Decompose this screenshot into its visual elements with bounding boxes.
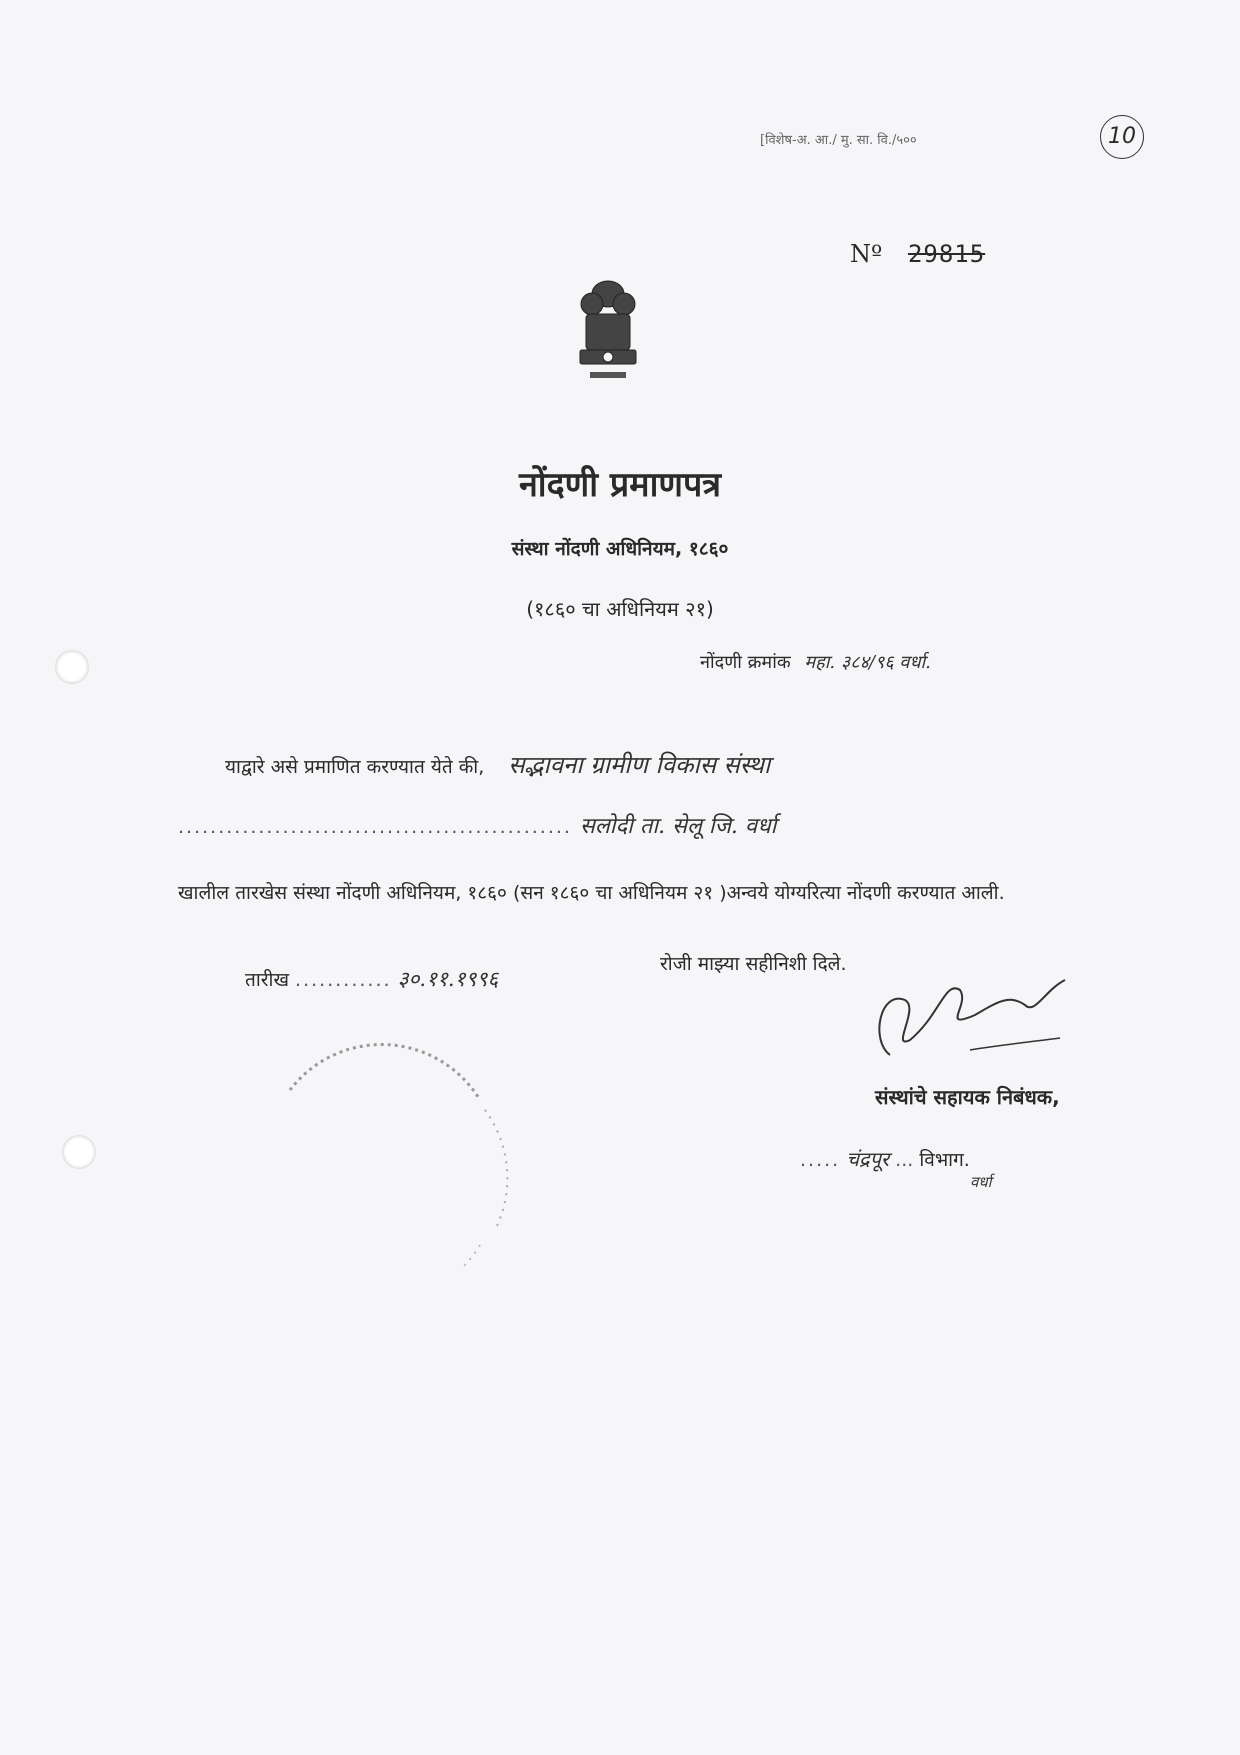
state-emblem-icon — [572, 276, 644, 386]
division-handwritten: चंद्रपूर — [846, 1147, 890, 1171]
punch-hole — [62, 1135, 96, 1169]
registration-label: नोंदणी क्रमांक — [700, 652, 791, 673]
certify-line — [225, 748, 770, 781]
date-value: ३०.११.१९९६ — [397, 967, 499, 991]
act-reference: (१८६० चा अधिनियम २१) — [526, 597, 714, 621]
reference-code: [विशेष-अ. आ./ मु. सा. वि./५०० — [760, 133, 917, 148]
signature-icon — [850, 960, 1080, 1070]
serial-number-block — [850, 240, 985, 268]
address-line — [178, 810, 776, 840]
division-label: विभाग. — [919, 1149, 970, 1171]
society-address: सलोदी ता. सेलू जि. वर्धा — [580, 814, 777, 839]
address-dots: ................................................. — [178, 816, 572, 838]
certificate-title: नोंदणी प्रमाणपत्र — [518, 465, 722, 505]
serial-prefix: Nº — [850, 240, 883, 268]
date-label: तारीख — [245, 969, 289, 991]
date-row — [245, 965, 498, 993]
society-name: सद्भावना ग्रामीण विकास संस्था — [508, 751, 771, 779]
division-dots: ..... — [800, 1149, 841, 1171]
serial-number: 29815 — [907, 240, 986, 268]
seal-stamp-icon — [250, 1030, 520, 1290]
page-number: 10 — [1100, 115, 1144, 159]
division-row — [800, 1145, 991, 1192]
division-dots: ... — [895, 1149, 914, 1171]
division-sub: वर्धा — [970, 1173, 992, 1191]
punch-hole — [55, 650, 89, 684]
certificate-body: खालील तारखेस संस्था नोंदणी अधिनियम, १८६० (सन १८६० चा अधिनियम २१ )अन्वये योग्यरित्या नोंदणी करण्यात आली. — [178, 882, 1005, 904]
given-text: रोजी माझ्या सहीनिशी दिले. — [660, 953, 847, 975]
registration-number: महा. ३८४/९६ वर्धा. — [804, 652, 931, 673]
registration-row — [700, 650, 931, 674]
designation: संस्थांचे सहायक निबंधक, — [875, 1085, 1060, 1109]
certify-text: याद्वारे असे प्रमाणित करण्यात येते की, — [225, 756, 485, 778]
date-dots: ............ — [295, 969, 392, 991]
certificate-subtitle: संस्था नोंदणी अधिनियम, १८६० — [511, 538, 729, 560]
